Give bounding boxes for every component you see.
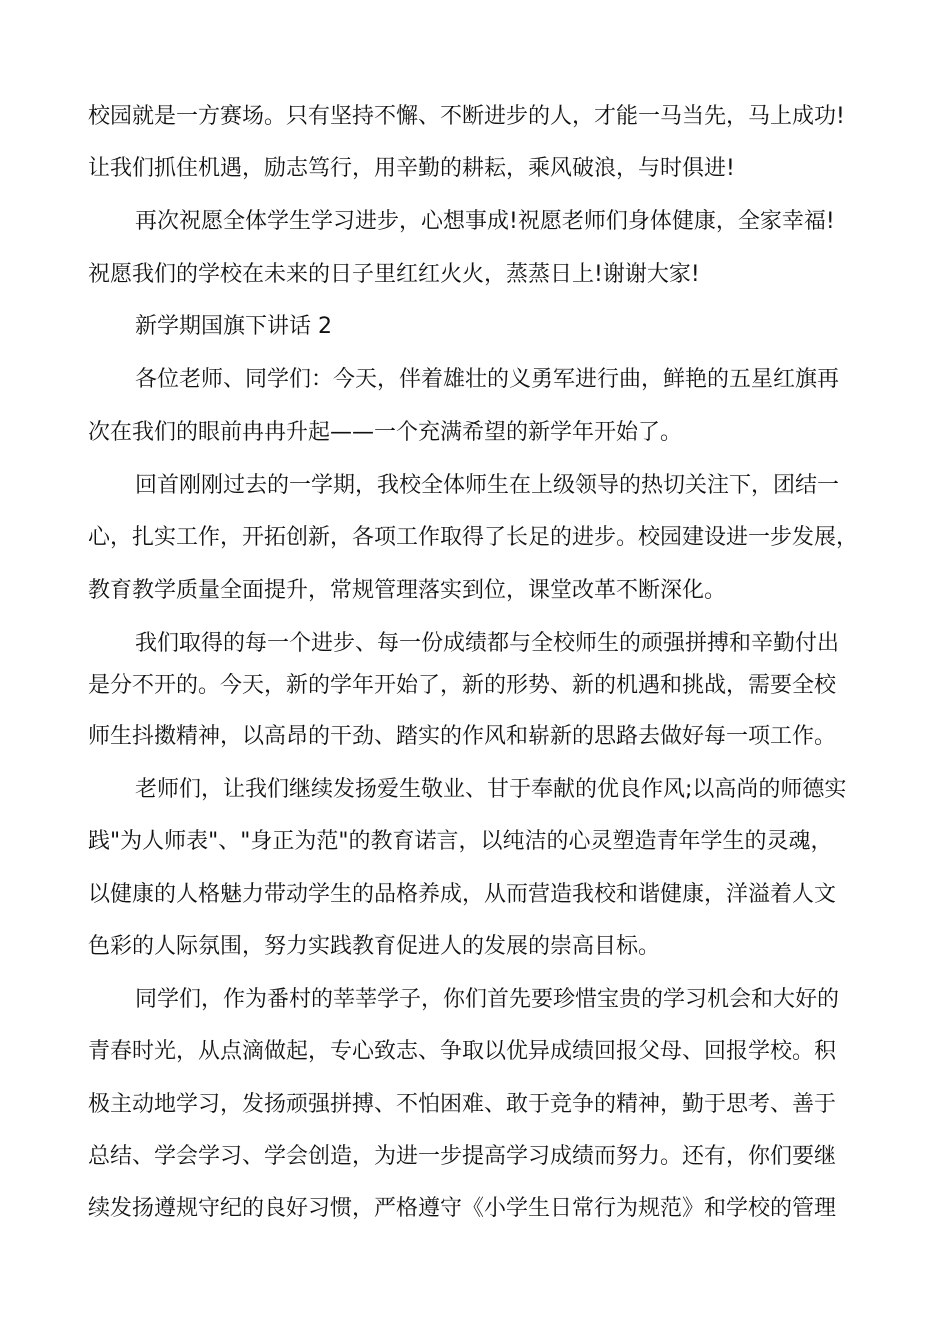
text-line: 践"为人师表"、"身正为范"的教育诺言，以纯洁的心灵塑造青年学生的灵魂， xyxy=(88,829,833,854)
text-line: 是分不开的。今天，新的学年开始了，新的形势、新的机遇和挑战，需要全校 xyxy=(88,673,837,698)
text-line: 师生抖擞精神，以高昂的干劲、踏实的作风和崭新的思路去做好每一项工作。 xyxy=(88,724,837,749)
text-line: 再次祝愿全体学生学习进步，心想事成!祝愿老师们身体健康，全家幸福! xyxy=(135,209,835,234)
text-line: 老师们，让我们继续发扬爱生敬业、甘于奉献的优良作风;以高尚的师德实 xyxy=(135,777,847,802)
text-line: 各位老师、同学们：今天，伴着雄壮的义勇军进行曲，鲜艳的五星红旗再 xyxy=(135,367,840,392)
text-line: 青春时光，从点滴做起，专心致志、争取以优异成绩回报父母、回报学校。积 xyxy=(88,1039,837,1064)
text-line: 同学们，作为番村的莘莘学子，你们首先要珍惜宝贵的学习机会和大好的 xyxy=(135,987,840,1012)
text-line: 祝愿我们的学校在未来的日子里红红火火，蒸蒸日上!谢谢大家! xyxy=(88,262,700,287)
text-line: 色彩的人际氛围，努力实践教育促进人的发展的崇高目标。 xyxy=(88,934,661,959)
text-line: 总结、学会学习、学会创造，为进一步提高学习成绩而努力。还有，你们要继 xyxy=(88,1144,837,1169)
text-line: 次在我们的眼前冉冉升起——一个充满希望的新学年开始了。 xyxy=(88,420,683,445)
text-line: 心，扎实工作，开拓创新，各项工作取得了长足的进步。校园建设进一步发展， xyxy=(88,525,859,550)
text-line: 以健康的人格魅力带动学生的品格养成，从而营造我校和谐健康，洋溢着人文 xyxy=(88,882,837,907)
section-heading: 新学期国旗下讲话 2 xyxy=(135,314,332,339)
text-line: 校园就是一方赛场。只有坚持不懈、不断进步的人，才能一马当先，马上成功! xyxy=(88,104,845,129)
text-line: 我们取得的每一个进步、每一份成绩都与全校师生的顽强拼搏和辛勤付出 xyxy=(135,631,840,656)
text-line: 让我们抓住机遇，励志笃行，用辛勤的耕耘，乘风破浪，与时俱进! xyxy=(88,156,735,181)
text-line: 续发扬遵规守纪的良好习惯，严格遵守《小学生日常行为规范》和学校的管理 xyxy=(88,1196,837,1221)
text-line: 极主动地学习，发扬顽强拼搏、不怕困难、敢于竞争的精神，勤于思考、善于 xyxy=(88,1092,837,1117)
text-line: 回首刚刚过去的一学期，我校全体师生在上级领导的热切关注下，团结一 xyxy=(135,473,840,498)
text-line: 教育教学质量全面提升，常规管理落实到位，课堂改革不断深化。 xyxy=(88,578,727,603)
